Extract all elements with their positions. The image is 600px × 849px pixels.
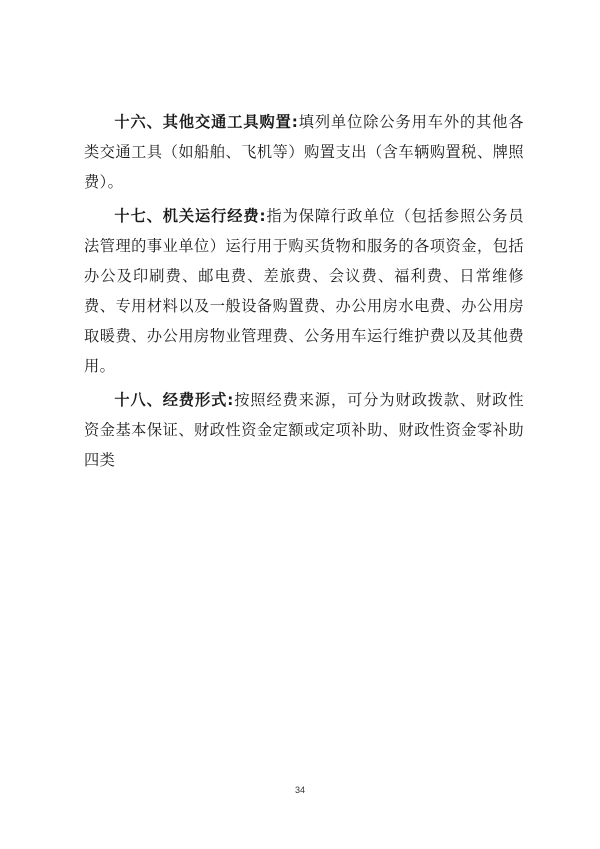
paragraph-agency-operating-expenses <box>84 201 524 381</box>
paragraph-term: 十七、机关运行经费: <box>114 207 266 225</box>
paragraph-term: 十八、经费形式: <box>114 391 234 409</box>
paragraph-text: 按照经费来源，可分为财政拨款、财政性资金基本保证、财政性资金定额或定项补助、财政性资金零补助四类 <box>84 391 524 469</box>
paragraph-funding-form <box>84 385 524 475</box>
paragraph-text: 填列单位除公务用车外的其他各类交通工具（如船舶、飞机等）购置支出（含车辆购置税、牌照费）。 <box>84 113 525 191</box>
paragraph-text: 指为保障行政单位（包括参照公务员法管理的事业单位）运行用于购买货物和服务的各项资金，包括办公及印刷费、邮电费、差旅费、会议费、福利费、日常维修费、专用材料以及一般设备购置费、办公用房水电费、办公用房取暖费、办公用房物业管理费、公务用车运行维护费以及其他费用。 <box>84 207 524 375</box>
document-body <box>84 107 524 479</box>
page-number: 34 <box>294 785 305 795</box>
paragraph-term: 十六、其他交通工具购置: <box>114 113 299 131</box>
paragraph-other-vehicle-purchase <box>84 107 524 197</box>
